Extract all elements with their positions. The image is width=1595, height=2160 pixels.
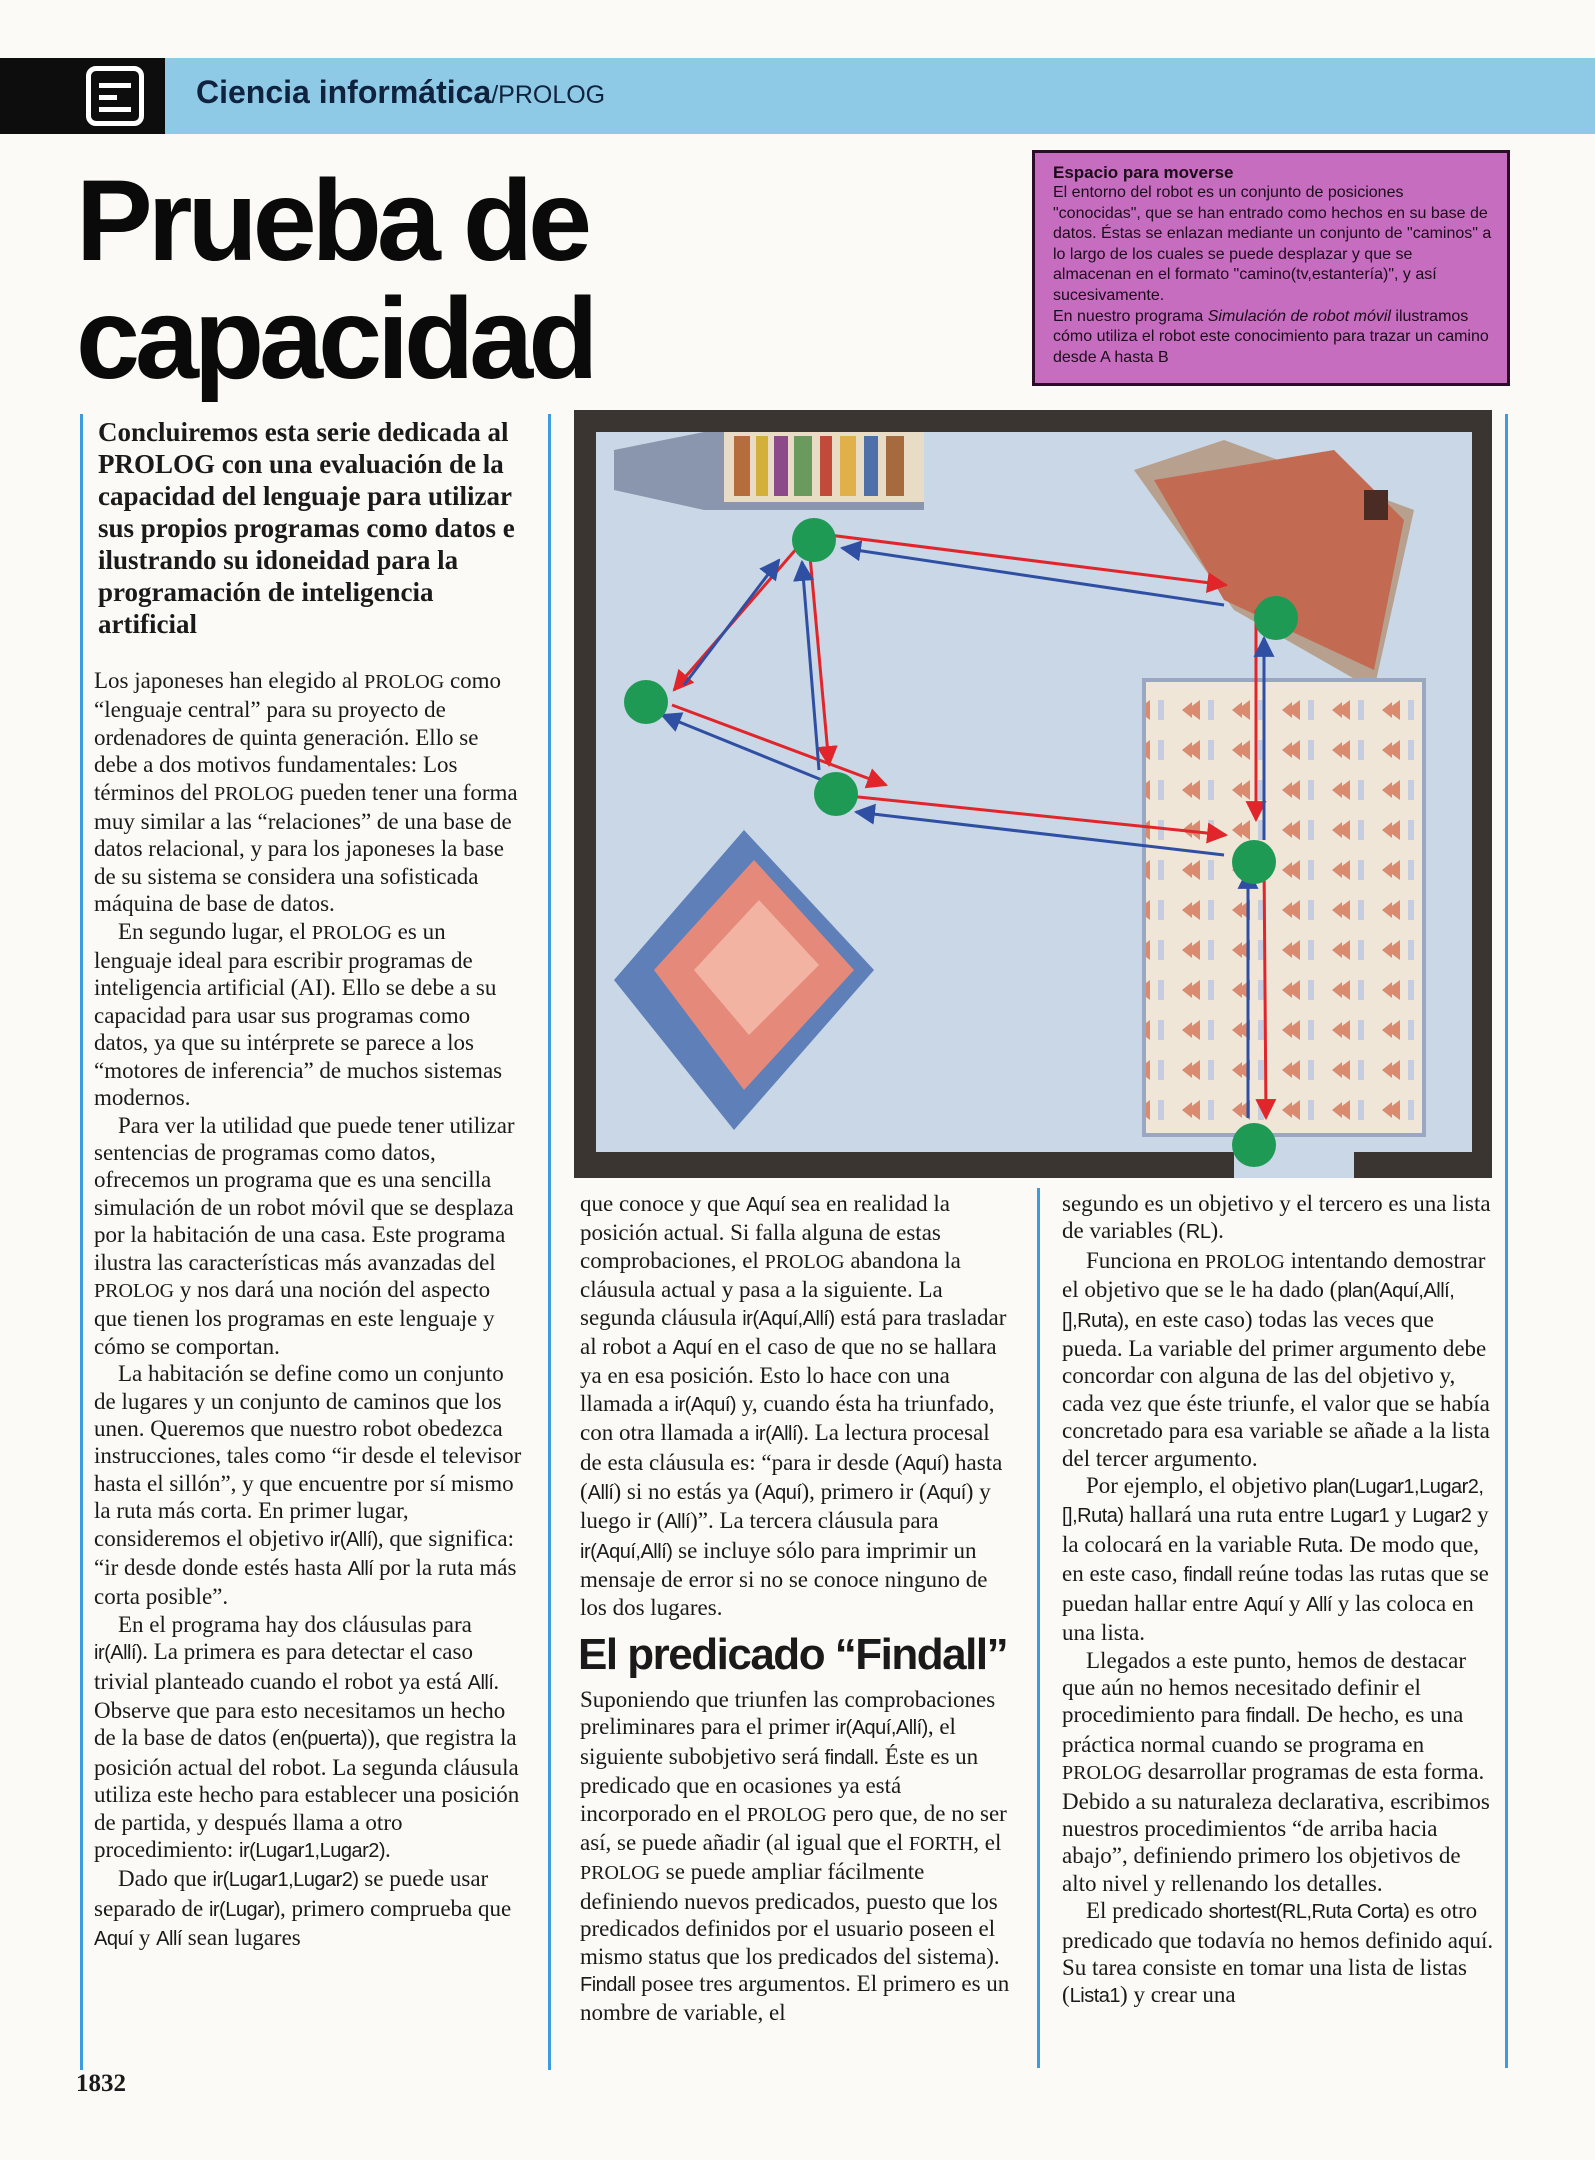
- article-column-1: [94, 667, 524, 1954]
- node-center: [814, 772, 858, 816]
- column-rule-mid-left: [548, 414, 551, 2070]
- sidebar-box: [1032, 150, 1510, 386]
- paragraph: La habitación se define como un conjunto de lugares y un conjunto de caminos que los unen. Queremos que nuestro robot obedezca instrucciones, tales como “ir desde el televisor hasta el sillón”, y que encuentre por sí mismo la ruta más corta. En primer lugar, consideremos el objetivo ir(Allí), que significa: “ir desde donde estés hasta Allí por la ruta más corta posible”.: [94, 1361, 522, 1610]
- paragraph: Los japoneses han elegido al PROLOG como “lenguaje central” para su proyecto de ordenadores de quinta generación. Ello se debe a dos motivos fundamentales: Los términos del PROLOG pueden tener una forma muy similar a las “relaciones” de una base de datos relacional, y para los japoneses la base de su sistema se considera una sofisticada máquina de base de datos.: [94, 668, 518, 917]
- paragraph: Llegados a este punto, hemos de destacar que aún no hemos necesitado definir el procedimiento para findall. De hecho, es una práctica normal cuando se programa en PROLOG desarrollar programas de esta forma. Debido a su naturaleza declarativa, escribimos nuestros procedimientos “de arriba hacia abajo”, definiendo primero los objetivos de alto nivel y rellenando los detalles.: [1062, 1647, 1490, 1896]
- page-title: Prueba de capacidad: [76, 157, 594, 403]
- node-left: [624, 680, 668, 724]
- paragraph: El predicado shortest(RL,Ruta Corta) es otro predicado que todavía no hemos definido aquí. Su tarea consiste en tomar una lista de listas (Lista1) y crear una: [1062, 1898, 1494, 2008]
- bookshelf: [614, 432, 924, 510]
- header-title: Ciencia informática/PROLOG: [196, 74, 606, 110]
- column-rule-left: [80, 414, 83, 2070]
- sidebar-paragraph-1: El entorno del robot es un conjunto de posiciones "conocidas", que se han entrado como hechos en su base de datos. Éstas se enlazan mediante un conjunto de "caminos" a lo largo de los cuales se puede desplazar y que se almacenan en el formato "camino(tv,estantería)", y así sucesivamente.: [1053, 184, 1492, 304]
- column-rule-right: [1505, 414, 1508, 2068]
- paragraph: En el programa hay dos cláusulas para ir(Allí). La primera es para detectar el caso trivial planteado cuando el robot ya está Allí. Observe que para esto necesitamos un hecho de la base de datos (en(puerta)), que registra la posición actual del robot. La segunda cláusula utiliza este hecho para establecer una posición de partida, y después llama a otro procedimiento: ir(Lugar1,Lugar2).: [94, 1611, 520, 1863]
- node-rug: [1232, 840, 1276, 884]
- paragraph: Funciona en PROLOG intentando demostrar el objetivo que se le ha dado (plan(Aquí,Allí,[],Ruta), en este caso) todas las veces que pueda. La variable del primer argumento debe concordar con alguna de las del objetivo y, cada vez que éste triunfe, el valor que se había concretado para esa variable se añade a la lista del tercer argumento.: [1062, 1247, 1490, 1471]
- rug: [1144, 680, 1424, 1135]
- sidebar-paragraph-2: En nuestro programa Simulación de robot móvil ilustramos cómo utiliza el robot este conocimiento para trazar un camino desde A hasta B: [1053, 307, 1489, 366]
- article-column-2-lower: [580, 1686, 1012, 2027]
- page-number: 1832: [76, 2070, 126, 2097]
- article-column-2: [580, 1190, 1012, 1621]
- article-column-3: [1062, 1190, 1497, 2011]
- sidebar-title: Espacio para moverse: [1053, 163, 1234, 182]
- paragraph: que conoce y que Aquí sea en realidad la posición actual. Si falla alguna de estas comprobaciones, el PROLOG abandona la cláusula actual y pasa a la siguiente. La segunda cláusula ir(Aquí,Allí) está para trasladar al robot a Aquí en el caso de que no se hallara ya en esa posición. Esto lo hace con una llamada a ir(Aquí) y, cuando ésta ha triunfado, con otra llamada a ir(Allí). La lectura procesal de esta cláusula es: “para ir desde (Aquí) hasta (Allí) si no estás ya (Aquí), primero ir (Aquí) y luego ir (Allí)”. La tercera cláusula para ir(Aquí,Allí) se incluye sólo para imprimir un mensaje de error si no se conoce ninguno de los dos lugares.: [580, 1191, 1007, 1620]
- node-shelf: [792, 518, 836, 562]
- paragraph: En segundo lugar, el PROLOG es un lenguaje ideal para escribir programas de inteligencia artificial (AI). Ello se debe a su capacidad para usar sus programas como datos, ya que su intérprete se parece a los “motores de inferencia” de muchos sistemas modernos.: [94, 918, 503, 1111]
- paragraph: Dado que ir(Lugar1,Lugar2) se puede usar separado de ir(Lugar), primero comprueba que Aquí y Allí sean lugares: [94, 1866, 512, 1951]
- path-red: [1264, 860, 1266, 1118]
- section-subheading: El predicado “Findall”: [578, 1630, 1008, 1679]
- paragraph: Suponiendo que triunfen las comprobaciones preliminares para el primer ir(Aquí,Allí), el siguiente subobjetivo será findall. Éste es un predicado que en ocasiones ya está incorporado en el PROLOG pero que, de no ser así, se puede añadir (al igual que el FORTH, el PROLOG se puede ampliar fácilmente definiendo nuevos predicados, puesto que los predicados definidos por el usuario poseen el mismo status que los predicados del sistema). Findall posee tres argumentos. El primero es un nombre de variable, el: [580, 1687, 1010, 2026]
- intro-lede: Concluiremos esta serie dedicada al PROLOG con una evaluación de la capacidad del lenguaje para utilizar sus propios programas como datos e ilustrando su idoneidad para la programación de inteligencia artificial: [98, 417, 515, 639]
- computer-science-icon: [86, 66, 144, 126]
- node-door: [1232, 1123, 1276, 1167]
- paragraph: segundo es un objetivo y el tercero es una lista de variables (RL).: [1062, 1191, 1491, 1244]
- node-tv: [1254, 596, 1298, 640]
- paragraph: Por ejemplo, el objetivo plan(Lugar1,Lugar2,[],Ruta) hallará una ruta entre Lugar1 y Lugar2 y la colocará en la variable Ruta. De modo que, en este caso, findall reúne todas las rutas que se puedan hallar entre Aquí y Allí y las coloca en una lista.: [1062, 1473, 1489, 1646]
- paragraph: Para ver la utilidad que puede tener utilizar sentencias de programas como datos, ofrecemos un programa que es una sencilla simulación de un robot móvil que se desplaza por la habitación de una casa. Este programa ilustra las características más avanzadas del PROLOG y nos dará una noción del aspecto que tienen los programas en este lenguaje y cómo se comportan.: [94, 1112, 515, 1359]
- column-rule-mid: [1037, 1188, 1040, 2068]
- robot-room-floorplan-icon: [574, 410, 1492, 1178]
